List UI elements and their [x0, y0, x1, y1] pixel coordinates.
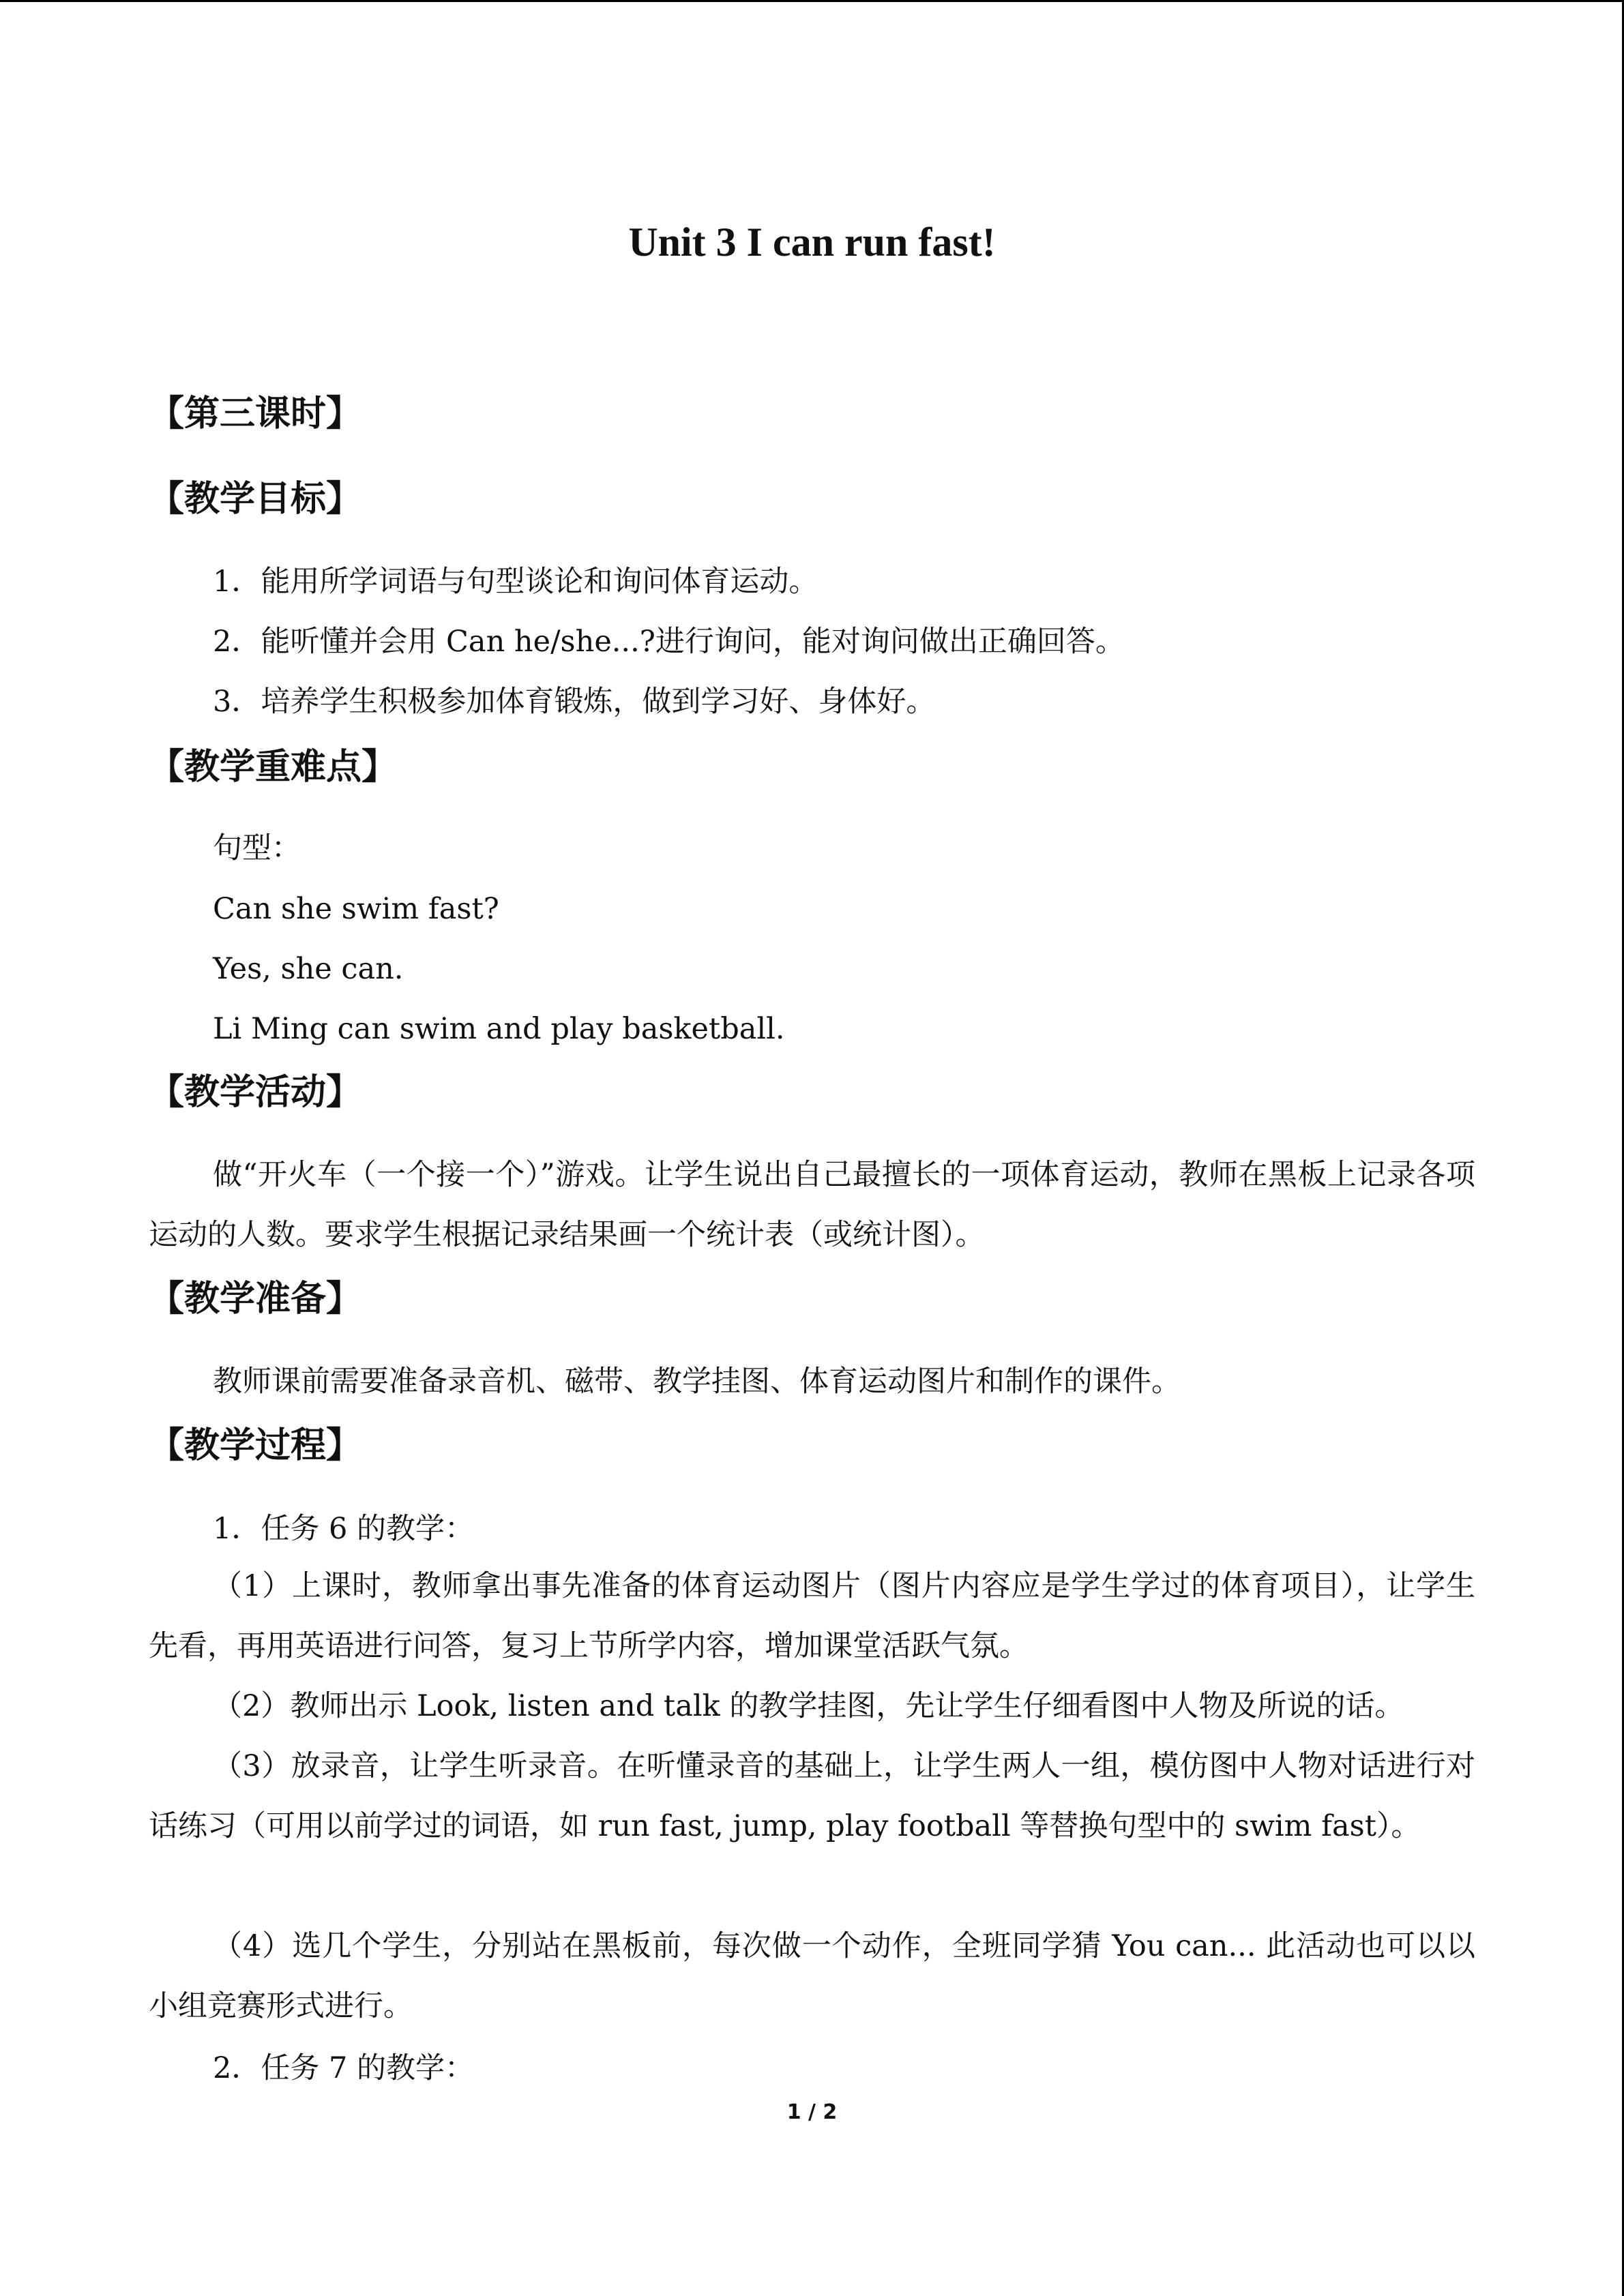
heading-process: 【教学过程】 [149, 1425, 362, 1466]
task6-step: （4）选几个学生，分别站在黑板前，每次做一个动作，全班同学猜 You can... 此活动也可以以小组竞赛形式进行。 [149, 1929, 1475, 2023]
key-sentence: Can she swim fast? [213, 892, 499, 926]
objective-item: 2．能听懂并会用 Can he/she...?进行询问，能对询问做出正确回答。 [213, 625, 1125, 659]
task6-step: （2）教师出示 Look, listen and talk 的教学挂图，先让学生仔细看图中人物及所说的话。 [213, 1689, 1404, 1723]
page-border-top [0, 0, 1624, 2]
heading-key-points: 【教学重难点】 [149, 747, 398, 788]
key-points-label: 句型： [213, 831, 301, 865]
heading-preparation: 【教学准备】 [149, 1279, 362, 1320]
document-title: Unit 3 I can run fast! [628, 220, 996, 265]
task7-title: 2．任务 7 的教学： [213, 2051, 475, 2085]
key-sentence: Li Ming can swim and play basketball. [213, 1012, 785, 1046]
key-sentence: Yes, she can. [213, 952, 404, 986]
heading-objectives: 【教学目标】 [149, 479, 362, 520]
heading-lesson: 【第三课时】 [149, 393, 362, 434]
task6-step: （1）上课时，教师拿出事先准备的体育运动图片（图片内容应是学生学过的体育项目），让学生先看，再用英语进行问答，复习上节所学内容，增加课堂活跃气氛。 [149, 1569, 1475, 1663]
heading-activities: 【教学活动】 [149, 1072, 362, 1113]
activities-paragraph: 做“开火车（一个接一个）”游戏。让学生说出自己最擅长的一项体育运动，教师在黑板上记录各项运动的人数。要求学生根据记录结果画一个统计表（或统计图）。 [149, 1158, 1475, 1252]
objective-item: 3．培养学生积极参加体育锻炼，做到学习好、身体好。 [213, 685, 936, 719]
task6-step: （3）放录音，让学生听录音。在听懂录音的基础上，让学生两人一组，模仿图中人物对话进行对话练习（可用以前学过的词语，如 run fast, jump, play football 等替换句型中的 swim fast）。 [149, 1749, 1475, 1843]
page-number: 1 / 2 [786, 2100, 838, 2124]
objective-item: 1．能用所学词语与句型谈论和询问体育运动。 [213, 565, 818, 599]
task6-title: 1．任务 6 的教学： [213, 1512, 475, 1546]
preparation-paragraph: 教师课前需要准备录音机、磁带、教学挂图、体育运动图片和制作的课件。 [213, 1365, 1181, 1399]
